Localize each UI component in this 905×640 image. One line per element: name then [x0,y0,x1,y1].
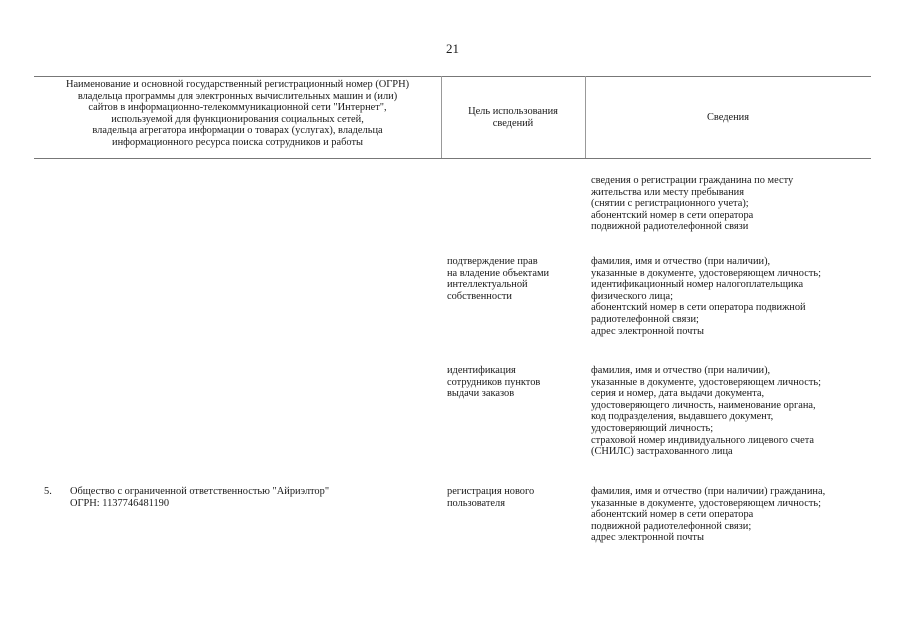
info-ip-rights [591,256,821,337]
info-line: физического лица; [591,290,673,302]
info-line: фамилия, имя и отчество (при наличии) гражданина, [591,486,826,497]
purpose-line: регистрация нового [447,486,535,497]
info-line: абонентский номер в сети оператора [591,209,754,221]
info-line: жительства или месту пребывания [591,186,745,198]
info-line: сведения о регистрации гражданина по месту [591,175,794,186]
info-line: радиотелефонной связи; [591,313,699,325]
header-info-line: Сведения [706,112,750,123]
continuation-info [591,175,793,233]
table-top-rule [34,76,871,77]
header-owner-line: владельца агрегатора информации о товарах (услугах), владельца [92,125,383,137]
purpose-line: пользователя [447,497,506,509]
header-owner-line: владельца программы для электронных вычислительных машин и (или) [77,90,398,102]
owner-organization [70,486,329,509]
info-line: код подразделения, выдавшего документ, [591,411,774,423]
owner-name: Общество с ограниченной ответственностью "Айриэлтор" [70,486,330,497]
page-number: 21 [446,41,459,56]
info-line: удостоверяющего личность, наименование органа, [591,399,816,411]
info-line: удостоверяющий личность; [591,422,714,434]
info-line: указанные в документе, удостоверяющем личность; [591,497,822,509]
info-line: абонентский номер в сети оператора [591,509,754,521]
header-owner-line: используемой для функционирования социальных сетей, [111,113,364,125]
purpose-line: собственности [447,290,512,302]
header-owner-line: сайтов в информационно-телекоммуникационной сети "Интернет", [88,102,387,114]
info-line: адрес электронной почты [591,325,704,337]
info-user-registration [591,486,825,544]
header-purpose-line: Цель использования [468,106,558,117]
purpose-line: интеллектуальной [447,279,528,291]
header-info [585,112,871,124]
row-number: 5. [44,486,52,497]
purpose-line: выдачи заказов [447,388,515,400]
header-owner-line: Наименование и основной государственный регистрационный номер (ОГРН) [65,79,410,90]
header-owner [34,79,441,149]
info-staff-identification [591,365,821,458]
info-line: (СНИЛС) застрахованного лица [591,446,733,458]
info-line: фамилия, имя и отчество (при наличии), [591,365,771,376]
info-line: идентификационный номер налогоплательщика [591,279,804,291]
info-line: страховой номер индивидуального лицевого счета [591,434,815,446]
info-line: адрес электронной почты [591,532,704,544]
purpose-line: подтверждение прав [447,256,538,267]
info-line: (снятии с регистрационного учета); [591,198,749,210]
purpose-user-registration [447,486,534,509]
owner-ogrn: ОГРН: 1137746481190 [70,497,170,509]
info-line: подвижной радиотелефонной связи [591,221,749,233]
info-line: абонентский номер в сети оператора подвижной [591,302,806,314]
header-owner-line: информационного ресурса поиска сотрудников и работы [112,136,363,148]
info-line: подвижной радиотелефонной связи; [591,520,752,532]
purpose-staff-identification [447,365,540,400]
info-line: фамилия, имя и отчество (при наличии), [591,256,771,267]
purpose-line: идентификация [447,365,516,376]
header-purpose-line: сведений [492,117,534,129]
purpose-line: на владение объектами [447,267,550,279]
info-line: указанные в документе, удостоверяющем личность; [591,376,822,388]
purpose-ip-rights [447,256,549,302]
header-bottom-rule [34,158,871,159]
header-purpose [441,106,585,129]
info-line: серия и номер, дата выдачи документа, [591,388,765,400]
info-line: указанные в документе, удостоверяющем личность; [591,267,822,279]
purpose-line: сотрудников пунктов [447,376,541,388]
